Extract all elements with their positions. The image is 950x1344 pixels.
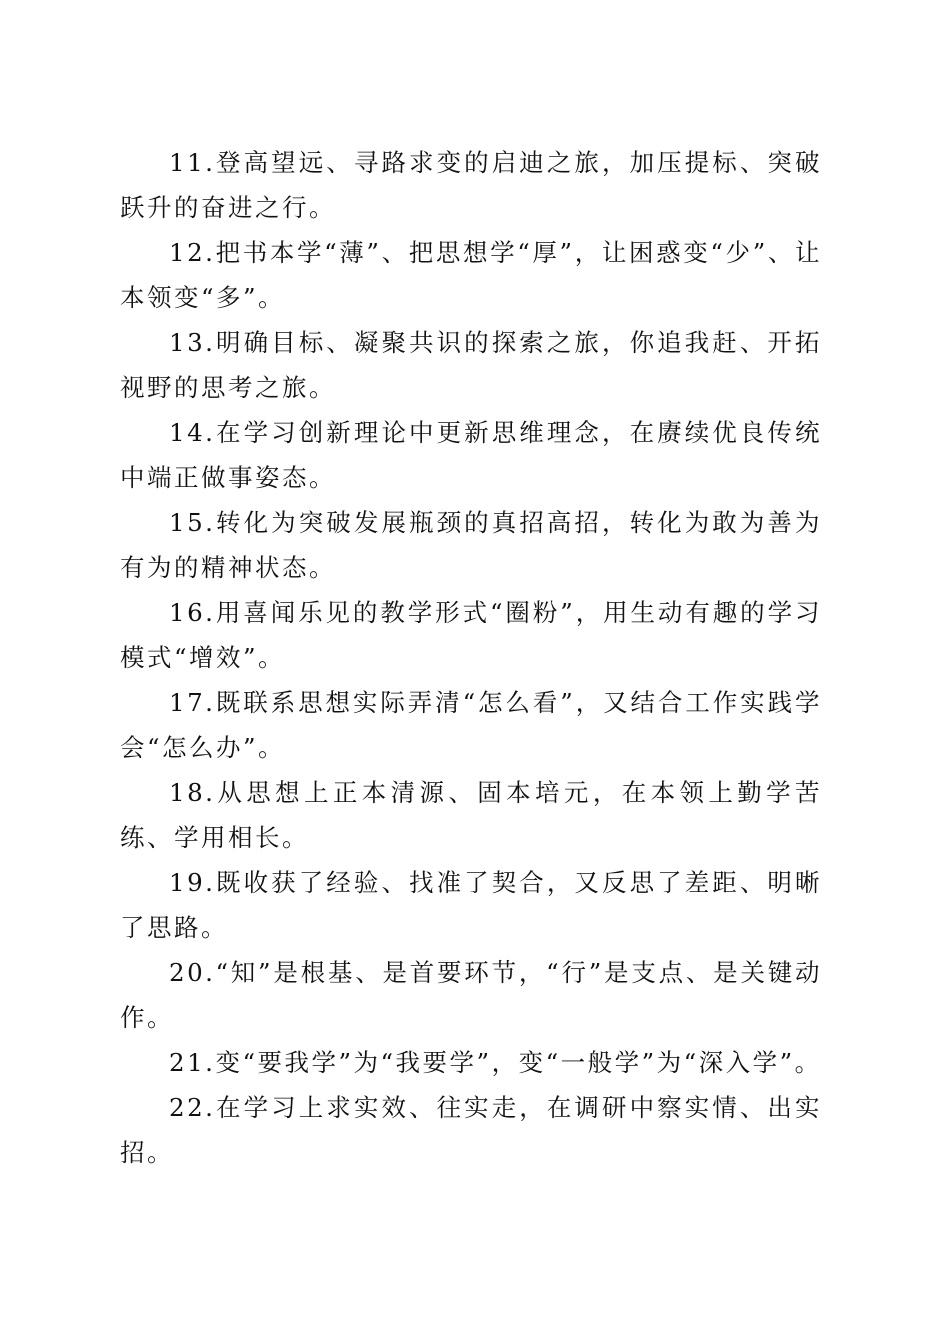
list-item: 15.转化为突破发展瓶颈的真招高招，转化为敢为善为有为的精神状态。 [120, 508, 822, 582]
list-item: 22.在学习上求实效、往实走，在调研中察实情、出实招。 [120, 1093, 822, 1167]
list-item: 19.既收获了经验、找准了契合，又反思了差距、明晰了思路。 [120, 868, 822, 942]
list-item: 16.用喜闻乐见的教学形式“圈粉”，用生动有趣的学习模式“增效”。 [120, 598, 822, 672]
list-item: 20.“知”是根基、是首要环节，“行”是支点、是关键动作。 [120, 958, 822, 1032]
list-item: 18.从思想上正本清源、固本培元，在本领上勤学苦练、学用相长。 [120, 778, 822, 852]
list-item: 14.在学习创新理论中更新思维理念，在赓续优良传统中端正做事姿态。 [120, 418, 822, 492]
document-body [120, 140, 822, 1175]
list-item: 12.把书本学“薄”、把思想学“厚”，让困惑变“少”、让本领变“多”。 [120, 238, 822, 312]
list-item: 11.登高望远、寻路求变的启迪之旅，加压提标、突破跃升的奋进之行。 [120, 148, 822, 222]
list-item: 21.变“要我学”为“我要学”，变“一般学”为“深入学”。 [169, 1048, 822, 1077]
list-item: 17.既联系思想实际弄清“怎么看”，又结合工作实践学会“怎么办”。 [120, 688, 822, 762]
list-item: 13.明确目标、凝聚共识的探索之旅，你追我赶、开拓视野的思考之旅。 [120, 328, 822, 402]
